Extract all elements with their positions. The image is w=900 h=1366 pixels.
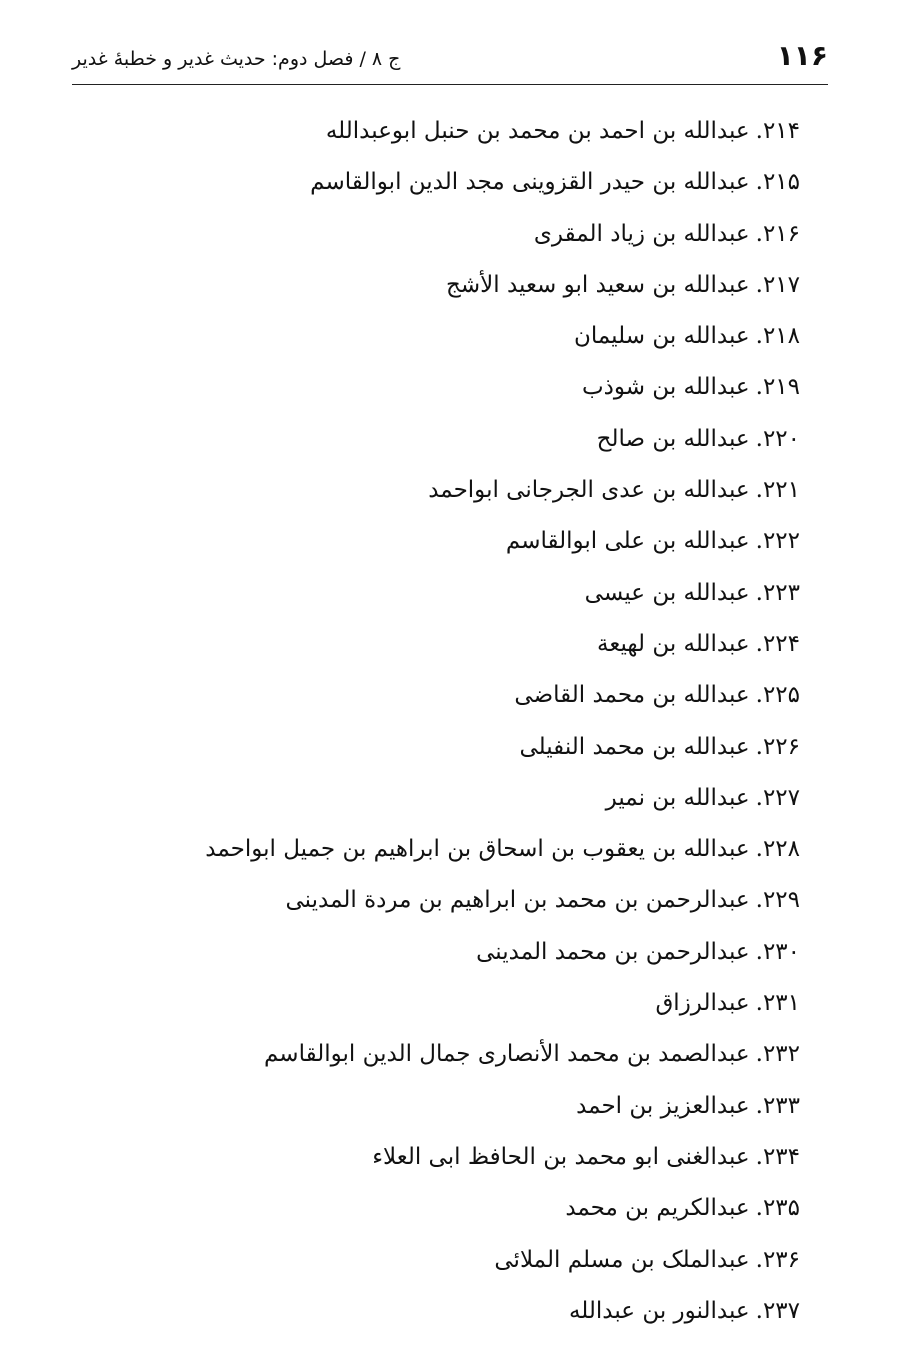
entry-number: ۲۲۲. [755,528,800,555]
list-item [100,414,800,465]
entry-name: عبدالرحمن بن محمد المدینی [476,938,750,965]
entry-number: ۲۲۵. [755,682,800,709]
entry-name: عبدالله بن محمد القاضی [514,682,750,709]
list-item [100,670,800,721]
list-item [100,978,800,1029]
entry-number: ۲۲۸. [755,836,800,863]
entry-name: عبدالعزیز بن احمد [576,1092,750,1119]
entry-number: ۲۲۱. [755,477,800,504]
entry-number: ۲۳۴. [755,1143,800,1170]
entry-number: ۲۱۴. [755,118,800,144]
entry-number: ۲۲۹. [755,887,800,914]
list-item [100,1081,800,1132]
entry-name: عبدالله بن عدی الجرجانی ابواحمد [428,477,750,504]
list-item [100,311,800,362]
list-item [100,209,800,260]
list-item [100,362,800,413]
entry-name: عبدالله بن عیسی [584,579,750,606]
entry-name: عبدالله بن نمیر [605,784,750,811]
list-item [100,1029,800,1080]
entry-name: عبدالله بن حیدر القزوینی مجد الدین ابوالقاسم [310,169,750,196]
entry-number: ۲۳۳. [755,1092,800,1119]
entry-number: ۲۲۳. [755,579,800,606]
list-item [100,106,800,157]
entry-name: عبدالله بن علی ابوالقاسم [505,528,750,555]
entry-name: عبدالله بن زیاد المقری [533,220,750,247]
entry-number: ۲۱۹. [755,374,800,401]
list-item [100,773,800,824]
entry-name: عبدالله بن سلیمان [573,323,750,350]
list-item [100,1286,800,1337]
list-item [100,516,800,567]
entry-name: عبدالنور بن عبدالله [568,1297,750,1324]
entry-number: ۲۲۷. [755,784,800,811]
list-item [100,1132,800,1183]
narrator-list [100,106,800,1337]
list-item [100,722,800,773]
entry-number: ۲۳۷. [755,1297,800,1324]
list-item [100,1183,800,1234]
list-item [100,619,800,670]
entry-name: عبدالله بن لهیعة [597,630,750,657]
entry-name: عبدالرحمن بن محمد بن ابراهیم بن مردة المدینی [285,887,750,914]
entry-name: عبدالصمد بن محمد الأنصاری جمال الدین ابوالقاسم [263,1041,750,1068]
entry-name: عبدالغنی ابو محمد بن الحافظ ابی العلاء [372,1143,750,1170]
entry-number: ۲۲۴. [755,630,800,657]
entry-number: ۲۳۰. [755,938,800,965]
list-item [100,824,800,875]
entry-number: ۲۱۵. [755,169,800,196]
page-header [72,36,828,85]
page-number: ۱۱۶ [776,39,828,72]
entry-number: ۲۳۶. [755,1246,800,1273]
list-item [100,157,800,208]
entry-number: ۲۱۶. [755,220,800,247]
entry-name: عبدالله بن شوذب [581,374,750,401]
list-item [100,260,800,311]
entry-name: عبدالله بن یعقوب بن اسحاق بن ابراهیم بن جمیل ابواحمد [205,836,750,863]
list-item [100,465,800,516]
list-item [100,927,800,978]
entry-number: ۲۱۸. [755,323,800,350]
entry-name: عبدالله بن سعید ابو سعید الأشج [446,271,750,298]
entry-name: عبدالرزاق [655,990,750,1017]
entry-name: عبدالکریم بن محمد [565,1195,750,1222]
entry-number: ۲۱۷. [755,271,800,298]
entry-number: ۲۳۱. [755,990,800,1017]
list-item [100,1235,800,1286]
entry-number: ۲۳۵. [755,1195,800,1222]
list-item [100,568,800,619]
entry-name: عبدالله بن احمد بن محمد بن حنبل ابوعبدالله [325,118,750,144]
entry-name: عبدالله بن صالح [596,425,750,452]
running-title: ج ۸ / فصل دوم: حدیث غدیر و خطبهٔ غدیر [72,48,401,70]
entry-number: ۲۳۲. [755,1041,800,1068]
entry-number: ۲۲۰. [755,425,800,452]
entry-name: عبدالله بن محمد النفیلی [519,733,750,760]
entry-number: ۲۲۶. [755,733,800,760]
entry-name: عبدالملک بن مسلم الملائی [494,1246,750,1273]
list-item [100,875,800,926]
